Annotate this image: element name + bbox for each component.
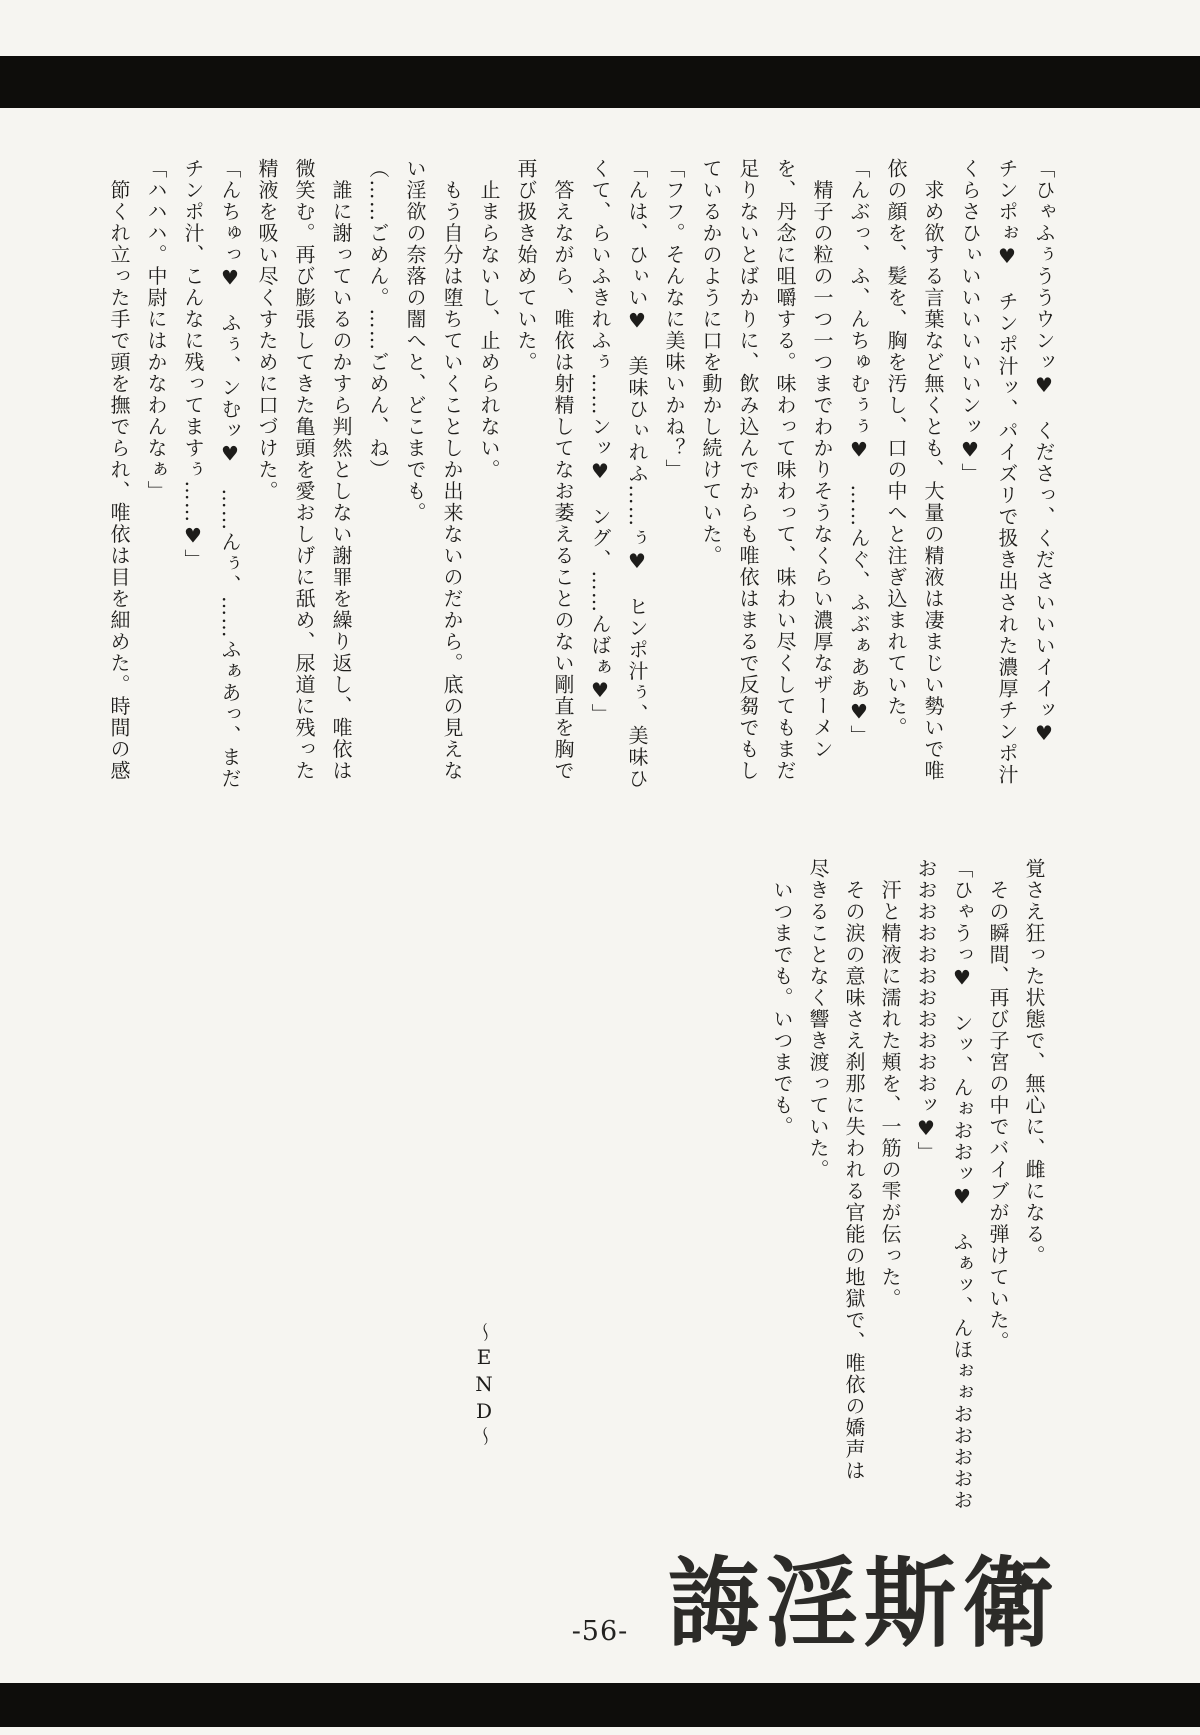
text-line: 精子の粒の一つ一つまでわかりそうなくらい濃厚なザーメン [810,158,834,760]
text-line: 「フフ。そんなに美味いかね？」 [662,158,686,481]
text-line: 「ハハハ。中尉にはかなわんなぁ」 [144,158,168,502]
text-line: 汗と精液に濡れた頬を、一筋の雫が伝った。 [878,858,902,1310]
text-line: くらさひぃいいいいいいンッ♥」 [958,158,982,485]
text-line: 「ひゃふぅううウンッ♥ くださっ、くださいいいイイッ♥ [1032,158,1056,747]
text-line: チンポぉ♥ チンポ汁ッ、パイズリで扱き出された濃厚チンポ汁 [995,158,1019,786]
text-line: 「ひゃうっ♥ ンッ、んぉおおッ♥ ふぁッ、んほぉぉおおおおお [950,858,974,1511]
text-line: 求め欲する言葉など無くとも、大量の精液は凄まじい勢いで唯 [921,158,945,782]
text-line: 「んちゅっ♥ ふぅ、ンむッ♥ ……んぅ、……ふぁあっ、まだ [218,158,242,790]
story-text-block-1 [100,158,1062,853]
text-line: 尽きることなく響き渡っていた。 [806,858,830,1181]
text-line: 精液を吸い尽くすために口づけた。 [255,158,279,502]
text-line: 誰に謝っているのかすら判然としない謝罪を繰り返し、唯依は [329,158,353,782]
text-line: 止まらないし、止められない。 [477,158,501,481]
text-line: もう自分は堕ちていくことしか出来ないのだから。底の見えな [440,158,464,782]
text-line: 答えながら、唯依は射精してなお萎えることのない剛直を胸で [551,158,575,782]
text-line: い淫欲の奈落の闇へと、どこまでも。 [403,158,427,524]
text-line: チンポ汁、こんなに残ってますぅ……♥」 [181,158,205,571]
story-text-block-2 [764,858,1052,1510]
end-marker: 〜END〜 [472,1322,496,1449]
text-line: その涙の意味さえ刹那に失われる官能の地獄で、唯依の嬌声は [842,858,866,1482]
text-line: ているかのように口を動かし続けていた。 [699,158,723,567]
text-line: （……ごめん。……ごめん、ね） [366,158,390,481]
bottom-black-bar [0,1683,1200,1727]
text-line: 「んは、ひぃい♥ 美味ひぃれふ……ぅ♥ ヒンポ汁ぅ、美味ひ [625,158,649,790]
text-line: おおおおおおおおおおおッ♥」 [914,858,938,1163]
text-line: を、丹念に咀嚼する。味わって味わって、味わい尽くしてもまだ [773,158,797,782]
text-line: 節くれ立った手で頭を撫でられ、唯依は目を細めた。時間の感 [107,158,131,782]
text-line: 依の顔を、髪を、胸を汚し、口の中へと注ぎ込まれていた。 [884,158,908,739]
text-line: 微笑む。再び膨張してきた亀頭を愛おしげに舐め、尿道に残った [292,158,316,782]
text-line: 足りないとばかりに、飲み込んでからも唯依はまるで反芻でもし [736,158,760,782]
text-line: その瞬間、再び子宮の中でバイブが弾けていた。 [986,858,1010,1353]
text-line: いつまでも。いつまでも。 [770,858,794,1138]
title-logo: 誨淫斯衛 [668,1546,1061,1661]
text-line: くて、らいふきれふぅ……ンッ♥ ング、……んばぁ♥」 [588,158,612,725]
text-line: 覚さえ狂った状態で、無心に、雌になる。 [1022,858,1046,1267]
page-number: -56- [571,1616,629,1647]
text-line: 「んぶっ、ふ、んちゅむぅぅ♥ ……んぐ、ふぶぁああ♥」 [847,158,871,747]
top-black-bar [0,56,1200,108]
text-line: 再び扱き始めていた。 [514,158,538,373]
